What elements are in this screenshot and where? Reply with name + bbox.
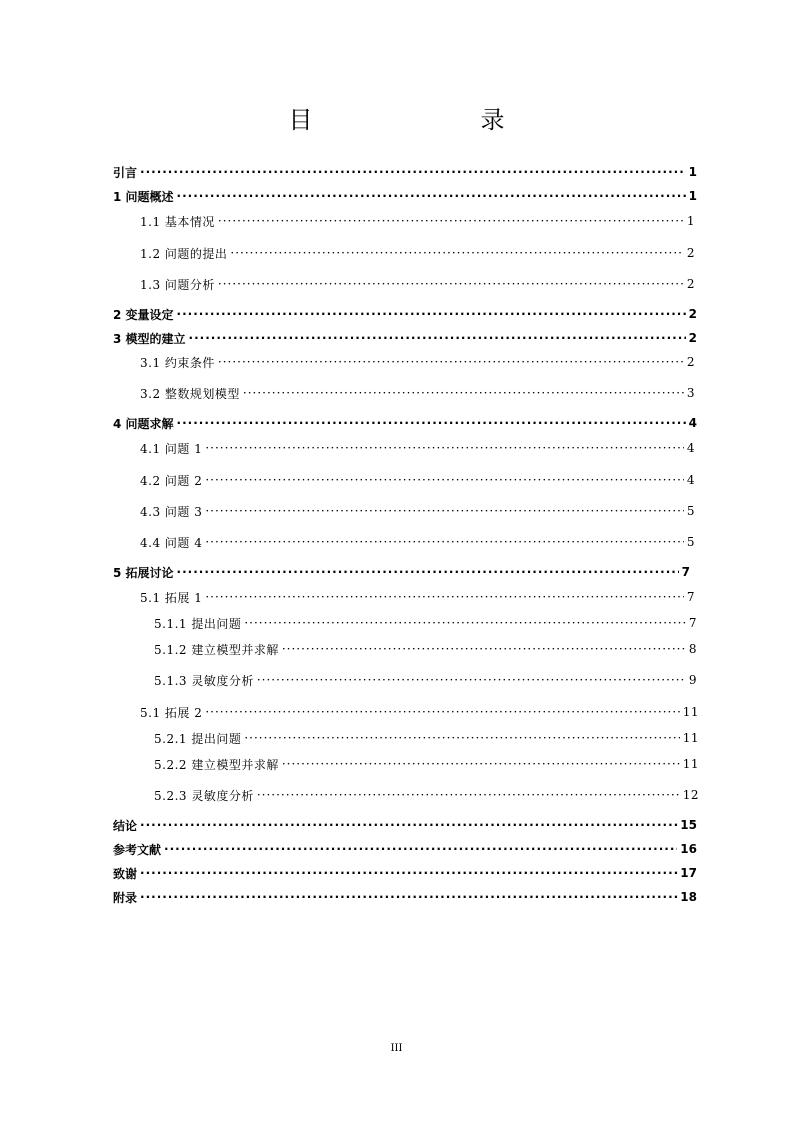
toc-entry-page: 2 [686, 277, 695, 291]
toc-entry[interactable] [113, 563, 690, 581]
dot-leader [243, 386, 684, 400]
toc-entry-page: 7 [688, 616, 697, 630]
toc-entry-label: 5.1.2 建立模型并求解 [154, 642, 279, 657]
dot-leader [177, 189, 686, 203]
dot-leader [177, 307, 686, 321]
toc-entry[interactable] [113, 163, 697, 181]
toc-entry-label: 1.2 问题的提出 [140, 246, 228, 261]
toc-entry-page: 11 [682, 757, 699, 771]
dot-leader [205, 441, 684, 455]
toc-entry[interactable] [113, 816, 697, 834]
toc-entry-label: 5.1 拓展 1 [140, 590, 203, 605]
toc-entry-page: 8 [688, 642, 697, 656]
toc-entry-page: 3 [686, 386, 695, 400]
toc-entry-page: 12 [682, 788, 699, 802]
dot-leader [205, 535, 684, 549]
toc-entry[interactable] [140, 471, 695, 489]
toc-entry-page: 2 [686, 355, 695, 369]
toc-entry-page: 1 [688, 189, 697, 203]
toc-entry-label: 4.1 问题 1 [140, 441, 203, 456]
toc-entry-label: 4 问题求解 [113, 416, 174, 431]
toc-entry-page: 7 [686, 590, 695, 604]
toc-entry[interactable] [140, 275, 695, 293]
toc-entry-label: 5.2.3 灵敏度分析 [154, 788, 254, 803]
toc-entry-page: 4 [688, 416, 697, 430]
toc-entry-label: 5.2.1 提出问题 [154, 731, 242, 746]
toc-entry[interactable] [113, 888, 697, 906]
dot-leader [218, 214, 684, 228]
toc-entry[interactable] [113, 329, 697, 347]
dot-leader [218, 277, 684, 291]
toc-entry[interactable] [140, 353, 695, 371]
toc-entry-page: 7 [681, 565, 690, 579]
toc-entry-label: 参考文献 [113, 842, 162, 857]
toc-entry-label: 1.3 问题分析 [140, 277, 215, 292]
toc-entry-label: 1 问题概述 [113, 189, 174, 204]
toc-entry-label: 5 拓展讨论 [113, 565, 174, 580]
toc-entry-page: 9 [688, 673, 697, 687]
toc-entry[interactable] [154, 755, 699, 773]
dot-leader [177, 416, 686, 430]
toc-entry-label: 4.2 问题 2 [140, 473, 203, 488]
toc-entry-label: 5.1.3 灵敏度分析 [154, 673, 254, 688]
toc-entry-label: 5.1 拓展 2 [140, 705, 203, 720]
dot-leader [230, 246, 683, 260]
toc-entry[interactable] [113, 305, 697, 323]
toc-entry-label: 3.2 整数规划模型 [140, 386, 240, 401]
dot-leader [140, 165, 686, 179]
toc-entry-page: 11 [682, 731, 699, 745]
dot-leader [257, 673, 686, 687]
dot-leader [140, 818, 677, 832]
toc-entry-label: 4.3 问题 3 [140, 504, 203, 519]
dot-leader [177, 565, 679, 579]
toc-entry-label: 5.2.2 建立模型并求解 [154, 757, 279, 772]
toc-entry-page: 17 [680, 866, 697, 880]
toc-entry[interactable] [140, 244, 695, 262]
toc-entry-page: 15 [680, 818, 697, 832]
toc-entry[interactable] [113, 840, 697, 858]
toc-entry[interactable] [113, 864, 697, 882]
toc-entry-page: 5 [686, 535, 695, 549]
toc-entry-label: 3.1 约束条件 [140, 355, 215, 370]
page-title: 目 录 [288, 106, 545, 134]
toc-entry[interactable] [140, 502, 695, 520]
toc-entry[interactable] [140, 439, 695, 457]
toc-entry-page: 18 [680, 890, 697, 904]
toc-entry-page: 1 [688, 165, 697, 179]
dot-leader [140, 890, 677, 904]
toc-entry-page: 2 [686, 246, 695, 260]
dot-leader [140, 866, 677, 880]
toc-entry[interactable] [154, 640, 697, 658]
toc-entry[interactable] [154, 786, 699, 804]
toc-entry-page: 1 [686, 214, 695, 228]
toc-entry-page: 11 [682, 705, 699, 719]
dot-leader [244, 731, 679, 745]
toc-entry-page: 4 [686, 473, 695, 487]
toc-entry[interactable] [154, 671, 697, 689]
toc-entry-page: 2 [688, 307, 697, 321]
page-number-footer: III [390, 1043, 403, 1054]
dot-leader [282, 642, 686, 656]
toc-entry[interactable] [113, 414, 697, 432]
dot-leader [164, 842, 677, 856]
dot-leader [205, 473, 684, 487]
toc-entry-page: 4 [686, 441, 695, 455]
toc-entry-label: 4.4 问题 4 [140, 535, 203, 550]
dot-leader [205, 705, 679, 719]
toc-entry-page: 5 [686, 504, 695, 518]
toc-entry[interactable] [140, 588, 695, 606]
toc-entry-page: 16 [680, 842, 697, 856]
dot-leader [244, 616, 686, 630]
toc-entry-label: 5.1.1 提出问题 [154, 616, 242, 631]
dot-leader [189, 331, 686, 345]
toc-entry-label: 2 变量设定 [113, 307, 174, 322]
toc-entry[interactable] [140, 703, 699, 721]
toc-entry-page: 2 [688, 331, 697, 345]
toc-entry[interactable] [154, 729, 699, 747]
toc-entry[interactable] [140, 212, 695, 230]
toc-entry[interactable] [140, 384, 695, 402]
dot-leader [205, 590, 684, 604]
dot-leader [282, 757, 680, 771]
dot-leader [257, 788, 680, 802]
toc-entry[interactable] [140, 533, 695, 551]
toc-entry-label: 结论 [113, 818, 138, 833]
toc-entry[interactable] [113, 187, 697, 205]
toc-entry-label: 附录 [113, 890, 138, 905]
toc-entry-label: 致谢 [113, 866, 138, 881]
toc-entry-label: 1.1 基本情况 [140, 214, 215, 229]
dot-leader [205, 504, 684, 518]
toc-entry[interactable] [154, 614, 697, 632]
toc-entry-label: 3 模型的建立 [113, 331, 186, 346]
dot-leader [218, 355, 684, 369]
toc-entry-label: 引言 [113, 165, 138, 180]
